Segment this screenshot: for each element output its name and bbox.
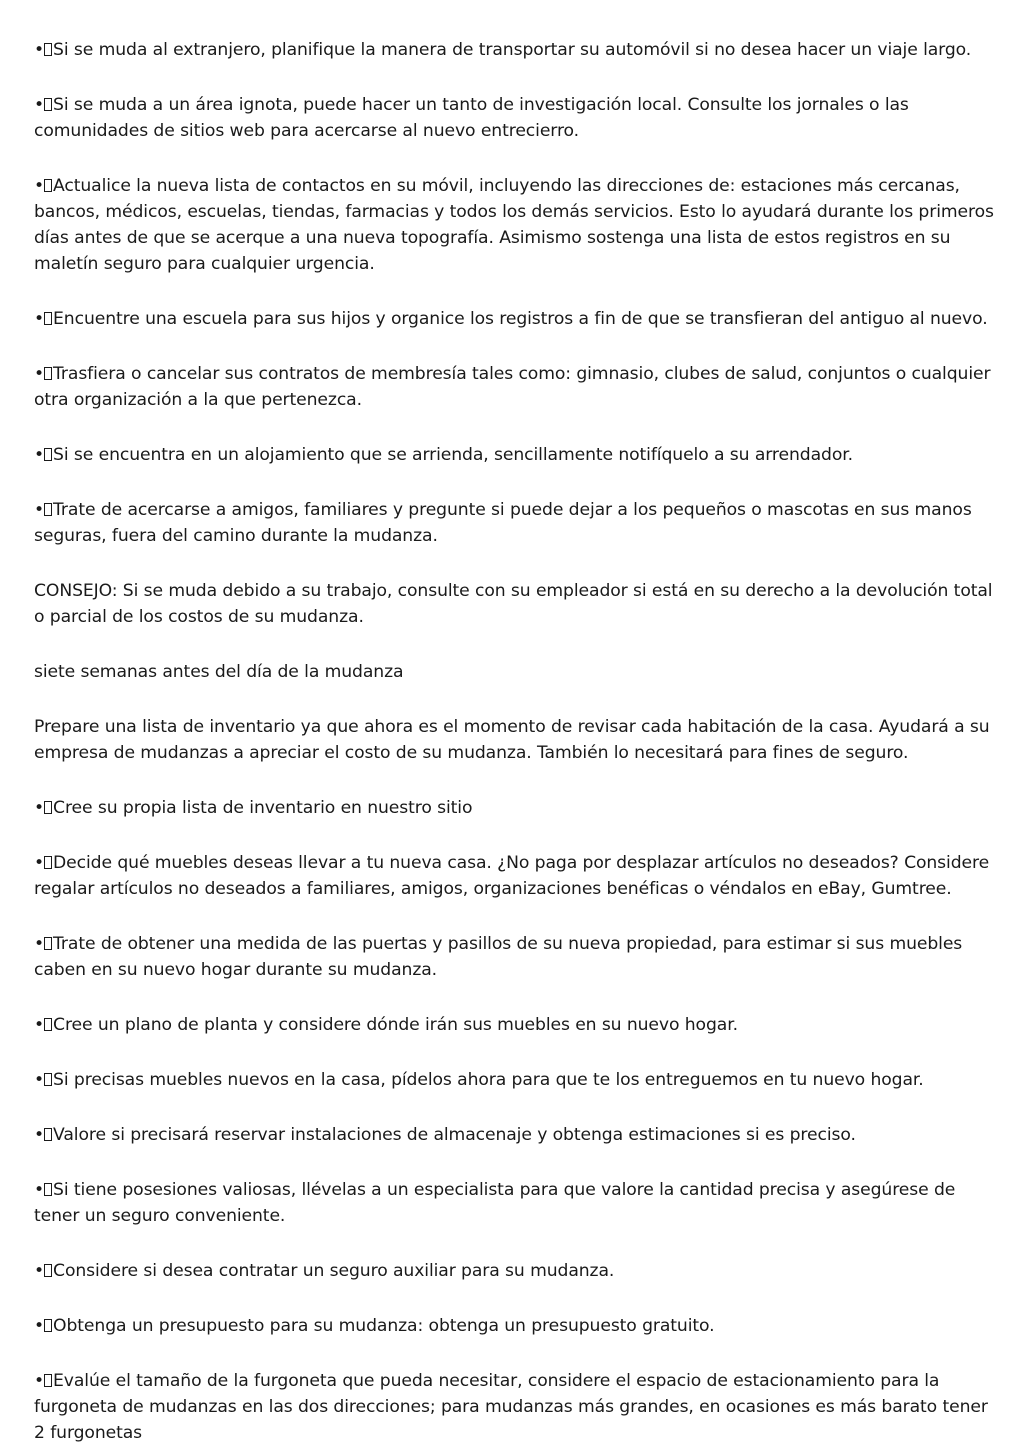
bullet-symbol: •	[34, 1070, 45, 1090]
bullet-lead-word: Si	[53, 1070, 69, 1090]
bullet-paragraph	[34, 37, 996, 63]
bullet-paragraph	[34, 1313, 996, 1339]
bullet-symbol: •	[34, 934, 45, 954]
bullet-lead-word: Si	[53, 40, 69, 60]
bullet-paragraph	[34, 1177, 996, 1229]
bullet-paragraph	[34, 931, 996, 983]
bullet-text: se muda al extranjero, planifique la manera de transportar su automóvil si no desea hacer un viaje largo.	[73, 40, 972, 60]
bullet-symbol: •	[34, 1261, 45, 1281]
bullet-text: tiene posesiones valiosas, llévelas a un especialista para que valore la cantidad precisa y asegúrese de tener un seguro conveniente.	[34, 1180, 956, 1226]
bullet-paragraph	[34, 1368, 996, 1446]
bullet-symbol: •	[34, 1125, 45, 1145]
missing-glyph-icon	[44, 937, 52, 950]
document-body	[34, 37, 996, 1449]
missing-glyph-icon	[44, 1264, 52, 1277]
bullet-text: se muda a un área ignota, puede hacer un tanto de investigación local. Consulte los jornales o las comunidades de sitios web para acercarse al nuevo entrecierro.	[34, 95, 909, 141]
missing-glyph-icon	[44, 43, 52, 56]
bullet-text: un plano de planta y considere dónde irán sus muebles en su nuevo hogar.	[97, 1015, 738, 1035]
bullet-lead-word: Evalúe	[53, 1371, 111, 1391]
bullet-paragraph	[34, 1122, 996, 1148]
bullet-symbol: •	[34, 95, 45, 115]
missing-glyph-icon	[44, 98, 52, 111]
bullet-text: su propia lista de inventario en nuestro sitio	[97, 798, 473, 818]
bullet-paragraph	[34, 850, 996, 902]
bullet-symbol: •	[34, 1180, 45, 1200]
bullet-paragraph	[34, 1067, 996, 1093]
bullet-symbol: •	[34, 309, 45, 329]
bullet-paragraph	[34, 92, 996, 144]
bullet-lead-word: Decide	[53, 853, 112, 873]
bullet-paragraph	[34, 497, 996, 549]
missing-glyph-icon	[44, 1319, 52, 1332]
bullet-symbol: •	[34, 40, 45, 60]
bullet-symbol: •	[34, 1371, 45, 1391]
bullet-symbol: •	[34, 445, 45, 465]
bullet-text: qué muebles deseas llevar a tu nueva casa. ¿No paga por desplazar artículos no deseados? Considere regalar artículos no deseados a familiares, amigos, organizaciones benéficas o véndalos en eBay, Gumtree.	[34, 853, 990, 899]
bullet-lead-word: Cree	[53, 1015, 93, 1035]
missing-glyph-icon	[44, 1374, 52, 1387]
bullet-lead-word: Si	[53, 95, 69, 115]
missing-glyph-icon	[44, 367, 52, 380]
bullet-lead-word: Actualice	[53, 176, 131, 196]
missing-glyph-icon	[44, 312, 52, 325]
bullet-symbol: •	[34, 853, 45, 873]
bullet-text: o cancelar sus contratos de membresía tales como: gimnasio, clubes de salud, conjuntos o cualquier otra organización a la que pertenezca.	[34, 364, 991, 410]
bullet-text: un presupuesto para su mudanza: obtenga un presupuesto gratuito.	[131, 1316, 715, 1336]
bullet-text: de acercarse a amigos, familiares y pregunte si puede dejar a los pequeños o mascotas en sus manos seguras, fuera del camino durante la mudanza.	[34, 500, 972, 546]
missing-glyph-icon	[44, 1183, 52, 1196]
bullet-lead-word: Obtenga	[53, 1316, 127, 1336]
bullet-lead-word: Trate	[53, 934, 96, 954]
missing-glyph-icon	[44, 503, 52, 516]
bullet-text: una escuela para sus hijos y organice los registros a fin de que se transfieran del antiguo al nuevo.	[145, 309, 988, 329]
bullet-symbol: •	[34, 798, 45, 818]
bullet-lead-word: Si	[53, 1180, 69, 1200]
bullet-lead-word: Trasfiera	[53, 364, 126, 384]
missing-glyph-icon	[44, 179, 52, 192]
bullet-symbol: •	[34, 176, 45, 196]
bullet-lead-word: Trate	[53, 500, 96, 520]
text-paragraph: Prepare una lista de inventario ya que ahora es el momento de revisar cada habitación de la casa. Ayudará a su empresa de mudanzas a apreciar el costo de su mudanza. También lo necesitará para fines de seguro.	[34, 717, 990, 763]
missing-glyph-icon	[44, 1128, 52, 1141]
bullet-lead-word: Si	[53, 445, 69, 465]
bullet-text: se encuentra en un alojamiento que se arrienda, sencillamente notifíquelo a su arrendador.	[73, 445, 853, 465]
bullet-symbol: •	[34, 1015, 45, 1035]
text-paragraph: siete semanas antes del día de la mudanza	[34, 662, 404, 682]
bullet-lead-word: Cree	[53, 798, 93, 818]
missing-glyph-icon	[44, 1073, 52, 1086]
bullet-paragraph	[34, 1258, 996, 1284]
bullet-lead-word: Encuentre	[53, 309, 140, 329]
bullet-text: el tamaño de la furgoneta que pueda necesitar, considere el espacio de estacionamiento para la furgoneta de mudanzas en las dos direcciones; para mudanzas más grandes, en ocasiones es más barato tener 2 furgonetas	[34, 1371, 988, 1443]
missing-glyph-icon	[44, 448, 52, 461]
bullet-symbol: •	[34, 364, 45, 384]
bullet-text: de obtener una medida de las puertas y pasillos de su nueva propiedad, para estimar si sus muebles caben en su nuevo hogar durante su mudanza.	[34, 934, 963, 980]
bullet-paragraph	[34, 306, 996, 332]
bullet-text: si desea contratar un seguro auxiliar para su mudanza.	[143, 1261, 615, 1281]
text-paragraph: CONSEJO: Si se muda debido a su trabajo, consulte con su empleador si está en su derecho a la devolución total o parcial de los costos de su mudanza.	[34, 581, 993, 627]
bullet-text: la nueva lista de contactos en su móvil, incluyendo las direcciones de: estaciones más cercanas, bancos, médicos, escuelas, tiendas, farmacias y todos los demás servicios. Esto lo ayudará durante los primeros días antes de que se acerque a una nueva topografía. Asimismo sostenga una lista de estos registros en su maletín seguro para cualquier urgencia.	[34, 176, 994, 274]
bullet-paragraph	[34, 361, 996, 413]
bullet-symbol: •	[34, 1316, 45, 1336]
bullet-symbol: •	[34, 500, 45, 520]
bullet-paragraph	[34, 173, 996, 277]
bullet-lead-word: Valore	[53, 1125, 106, 1145]
missing-glyph-icon	[44, 1018, 52, 1031]
bullet-paragraph	[34, 1012, 996, 1038]
bullet-paragraph	[34, 442, 996, 468]
missing-glyph-icon	[44, 801, 52, 814]
bullet-paragraph	[34, 795, 996, 821]
missing-glyph-icon	[44, 856, 52, 869]
bullet-text: si precisará reservar instalaciones de almacenaje y obtenga estimaciones si es preciso.	[111, 1125, 856, 1145]
bullet-lead-word: Considere	[53, 1261, 139, 1281]
bullet-text: precisas muebles nuevos en la casa, pídelos ahora para que te los entreguemos en tu nuevo hogar.	[73, 1070, 924, 1090]
